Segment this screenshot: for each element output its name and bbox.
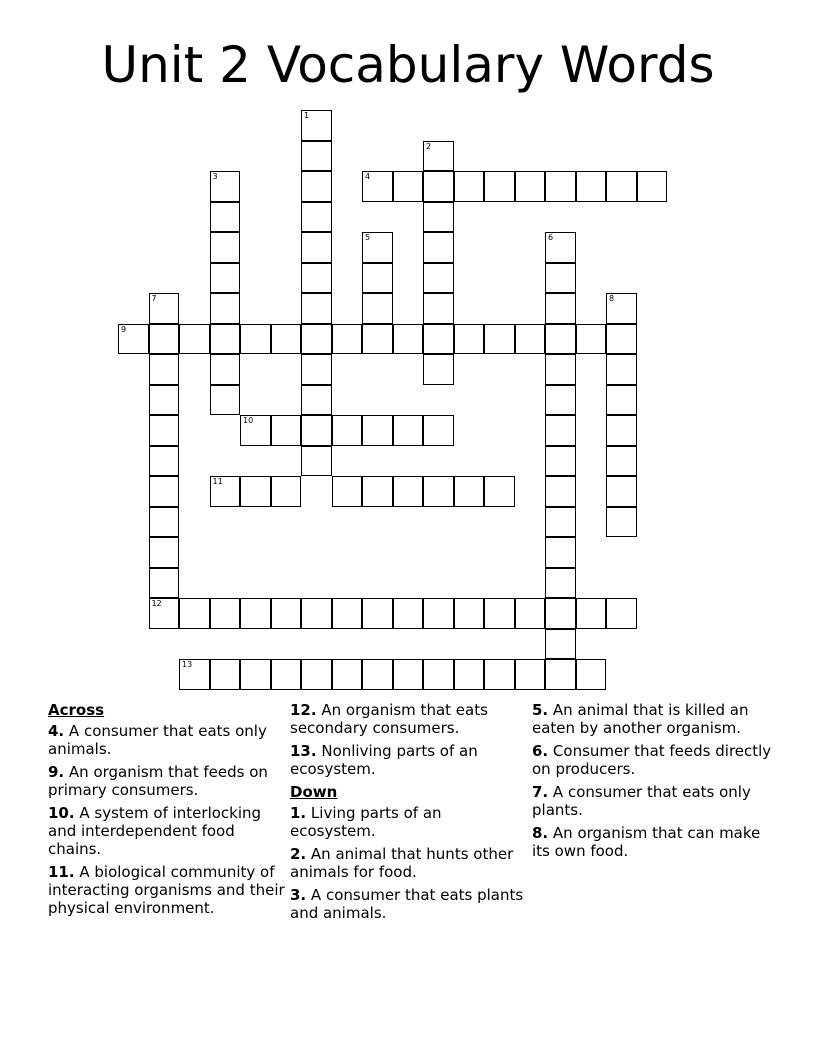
crossword-cell[interactable] — [210, 232, 241, 263]
clue-text: A consumer that eats plants and animals. — [290, 886, 524, 922]
crossword-cell[interactable] — [423, 293, 454, 324]
clue-number: 1. — [290, 804, 307, 822]
clue-number: 8. — [532, 824, 549, 842]
crossword-cell[interactable] — [423, 171, 454, 202]
crossword-cell[interactable] — [362, 476, 393, 507]
crossword-cell[interactable] — [576, 324, 607, 355]
clue-number: 6. — [532, 742, 549, 760]
crossword-cell[interactable] — [545, 659, 576, 690]
crossword-cell[interactable] — [545, 476, 576, 507]
clue-number: 12. — [290, 701, 317, 719]
cell-number: 6 — [548, 233, 554, 242]
crossword-cell[interactable] — [606, 446, 637, 477]
clue-text: An organism that can make its own food. — [532, 824, 761, 860]
crossword-cell[interactable] — [149, 507, 180, 538]
crossword-cell[interactable] — [210, 659, 241, 690]
crossword-cell[interactable] — [545, 263, 576, 294]
crossword-cell[interactable] — [606, 171, 637, 202]
cell-number: 10 — [243, 416, 254, 425]
clue-down-1 — [290, 804, 530, 840]
crossword-cell[interactable] — [149, 537, 180, 568]
clue-down-7 — [532, 783, 772, 819]
crossword-cell[interactable] — [393, 476, 424, 507]
crossword-cell[interactable] — [301, 415, 332, 446]
crossword-cell[interactable] — [301, 324, 332, 355]
crossword-cell[interactable] — [362, 171, 393, 202]
crossword-cell[interactable] — [118, 324, 149, 355]
crossword-cell[interactable] — [454, 659, 485, 690]
clue-number: 10. — [48, 804, 75, 822]
clue-down-2 — [290, 845, 530, 881]
crossword-cell[interactable] — [545, 568, 576, 599]
clue-text: Nonliving parts of an ecosystem. — [290, 742, 478, 778]
crossword-cell[interactable] — [393, 598, 424, 629]
crossword-cell[interactable] — [362, 659, 393, 690]
crossword-cell[interactable] — [210, 263, 241, 294]
clue-text: An organism that eats secondary consumers. — [290, 701, 488, 737]
clue-column-3 — [532, 701, 772, 865]
crossword-cell[interactable] — [423, 476, 454, 507]
clue-text: A system of interlocking and interdependent food chains. — [48, 804, 262, 858]
cell-number: 3 — [212, 172, 218, 181]
crossword-cell[interactable] — [332, 659, 363, 690]
crossword-cell[interactable] — [271, 659, 302, 690]
crossword-cell[interactable] — [423, 232, 454, 263]
cell-number: 2 — [426, 141, 432, 151]
crossword-cell[interactable] — [149, 415, 180, 446]
crossword-cell[interactable] — [240, 476, 271, 507]
crossword-cell[interactable] — [210, 202, 241, 233]
cell-number: 4 — [365, 172, 371, 181]
crossword-cell[interactable] — [484, 598, 515, 629]
crossword-cell[interactable] — [454, 476, 485, 507]
crossword-cell[interactable] — [362, 324, 393, 355]
crossword-cell[interactable] — [423, 141, 454, 172]
crossword-cell[interactable] — [210, 476, 241, 507]
crossword-cell[interactable] — [362, 232, 393, 263]
clue-across-10 — [48, 804, 288, 858]
crossword-cell[interactable] — [301, 354, 332, 385]
clue-across-11 — [48, 863, 288, 917]
crossword-cell[interactable] — [179, 598, 210, 629]
clue-text: A consumer that eats only animals. — [48, 722, 267, 758]
crossword-cell[interactable] — [301, 385, 332, 416]
cell-number: 13 — [182, 660, 193, 669]
crossword-cell[interactable] — [149, 354, 180, 385]
crossword-cell[interactable] — [301, 598, 332, 629]
crossword-cell[interactable] — [271, 476, 302, 507]
clue-number: 13. — [290, 742, 317, 760]
crossword-cell[interactable] — [149, 293, 180, 324]
clue-column-2 — [290, 701, 530, 927]
clue-text: A consumer that eats only plants. — [532, 783, 751, 819]
cell-number: 1 — [304, 111, 310, 120]
clue-number: 2. — [290, 845, 307, 863]
clue-column-1 — [48, 701, 288, 922]
crossword-cell[interactable] — [423, 202, 454, 233]
crossword-cell[interactable] — [454, 598, 485, 629]
crossword-cell[interactable] — [393, 324, 424, 355]
crossword-cell[interactable] — [301, 293, 332, 324]
clue-down-3 — [290, 886, 530, 922]
crossword-cell[interactable] — [606, 385, 637, 416]
crossword-cell[interactable] — [454, 324, 485, 355]
crossword-cell[interactable] — [423, 354, 454, 385]
cell-number: 11 — [212, 477, 223, 486]
crossword-cell[interactable] — [545, 354, 576, 385]
crossword-cell[interactable] — [362, 263, 393, 294]
crossword-cell[interactable] — [393, 171, 424, 202]
across-heading: Across — [48, 701, 105, 719]
clue-down-8 — [532, 824, 772, 860]
clue-number: 11. — [48, 863, 75, 881]
cell-number: 7 — [151, 294, 157, 303]
crossword-cell[interactable] — [332, 415, 363, 446]
clue-text: An animal that is killed an eaten by another organism. — [532, 701, 749, 737]
crossword-cell[interactable] — [515, 324, 546, 355]
clue-across-13 — [290, 742, 530, 778]
crossword-cell[interactable] — [149, 598, 180, 629]
cell-number: 5 — [365, 233, 371, 242]
crossword-cell[interactable] — [637, 171, 668, 202]
crossword-cell[interactable] — [301, 110, 332, 141]
crossword-cell[interactable] — [606, 293, 637, 324]
crossword-cell[interactable] — [332, 476, 363, 507]
crossword-cell[interactable] — [606, 354, 637, 385]
crossword-cell[interactable] — [515, 659, 546, 690]
crossword-cell[interactable] — [332, 598, 363, 629]
clue-text: An animal that hunts other animals for food. — [290, 845, 514, 881]
clue-text: A biological community of interacting organisms and their physical environment. — [48, 863, 285, 917]
crossword-cell[interactable] — [484, 324, 515, 355]
clue-number: 4. — [48, 722, 65, 740]
crossword-cell[interactable] — [240, 659, 271, 690]
crossword-cell[interactable] — [515, 598, 546, 629]
crossword-cell[interactable] — [210, 171, 241, 202]
crossword-cell[interactable] — [271, 415, 302, 446]
crossword-cell[interactable] — [301, 446, 332, 477]
crossword-cell[interactable] — [576, 659, 607, 690]
crossword-cell[interactable] — [240, 415, 271, 446]
crossword-cell[interactable] — [332, 324, 363, 355]
crossword-cell[interactable] — [301, 232, 332, 263]
crossword-cell[interactable] — [301, 171, 332, 202]
crossword-cell[interactable] — [210, 293, 241, 324]
crossword-cell[interactable] — [545, 629, 576, 660]
crossword-cell[interactable] — [149, 476, 180, 507]
crossword-cell[interactable] — [576, 598, 607, 629]
clue-text: An organism that feeds on primary consumers. — [48, 763, 268, 799]
crossword-cell[interactable] — [423, 324, 454, 355]
crossword-cell[interactable] — [545, 446, 576, 477]
crossword-cell[interactable] — [545, 385, 576, 416]
crossword-cell[interactable] — [301, 263, 332, 294]
crossword-cell[interactable] — [545, 293, 576, 324]
crossword-cell[interactable] — [545, 232, 576, 263]
crossword-cell[interactable] — [149, 385, 180, 416]
clue-down-5 — [532, 701, 772, 737]
crossword-cell[interactable] — [301, 141, 332, 172]
crossword-cell[interactable] — [484, 171, 515, 202]
clue-number: 5. — [532, 701, 549, 719]
clue-across-12 — [290, 701, 530, 737]
clue-text: Living parts of an ecosystem. — [290, 804, 442, 840]
crossword-cell[interactable] — [423, 659, 454, 690]
crossword-cell[interactable] — [423, 598, 454, 629]
cell-number: 12 — [151, 599, 162, 608]
crossword-cell[interactable] — [179, 659, 210, 690]
page-title: Unit 2 Vocabulary Words — [101, 36, 715, 94]
crossword-cell[interactable] — [393, 659, 424, 690]
crossword-cell[interactable] — [271, 598, 302, 629]
clue-across-9 — [48, 763, 288, 799]
clue-text: Consumer that feeds directly on producers. — [532, 742, 772, 778]
crossword-cell[interactable] — [301, 202, 332, 233]
crossword-cell[interactable] — [149, 446, 180, 477]
crossword-cell[interactable] — [362, 293, 393, 324]
crossword-cell[interactable] — [515, 171, 546, 202]
crossword-cell[interactable] — [545, 171, 576, 202]
crossword-cell[interactable] — [606, 476, 637, 507]
crossword-cell[interactable] — [240, 324, 271, 355]
crossword-cell[interactable] — [484, 659, 515, 690]
crossword-cell[interactable] — [454, 171, 485, 202]
crossword-cell[interactable] — [545, 324, 576, 355]
cell-number: 9 — [121, 324, 127, 334]
crossword-cell[interactable] — [606, 507, 637, 538]
crossword-cell[interactable] — [606, 415, 637, 446]
down-heading: Down — [290, 783, 338, 801]
crossword-cell[interactable] — [240, 598, 271, 629]
crossword-cell[interactable] — [179, 324, 210, 355]
crossword-cell[interactable] — [606, 324, 637, 355]
clue-number: 3. — [290, 886, 307, 904]
crossword-cell[interactable] — [149, 568, 180, 599]
crossword-cell[interactable] — [362, 598, 393, 629]
crossword-cell[interactable] — [149, 324, 180, 355]
crossword-cell[interactable] — [210, 385, 241, 416]
crossword-cell[interactable] — [210, 598, 241, 629]
clue-number: 7. — [532, 783, 549, 801]
clue-number: 9. — [48, 763, 65, 781]
clue-down-6 — [532, 742, 772, 778]
crossword-cell[interactable] — [210, 324, 241, 355]
crossword-cell[interactable] — [545, 415, 576, 446]
crossword-cell[interactable] — [301, 659, 332, 690]
crossword-cell[interactable] — [423, 415, 454, 446]
crossword-cell[interactable] — [271, 324, 302, 355]
cell-number: 8 — [609, 294, 615, 303]
crossword-cell[interactable] — [210, 354, 241, 385]
crossword-cell[interactable] — [606, 598, 637, 629]
crossword-cell[interactable] — [362, 415, 393, 446]
crossword-cell[interactable] — [423, 263, 454, 294]
crossword-cell[interactable] — [545, 507, 576, 538]
crossword-cell[interactable] — [545, 537, 576, 568]
crossword-cell[interactable] — [484, 476, 515, 507]
crossword-cell[interactable] — [393, 415, 424, 446]
clue-across-4 — [48, 722, 288, 758]
crossword-cell[interactable] — [576, 171, 607, 202]
crossword-cell[interactable] — [545, 598, 576, 629]
